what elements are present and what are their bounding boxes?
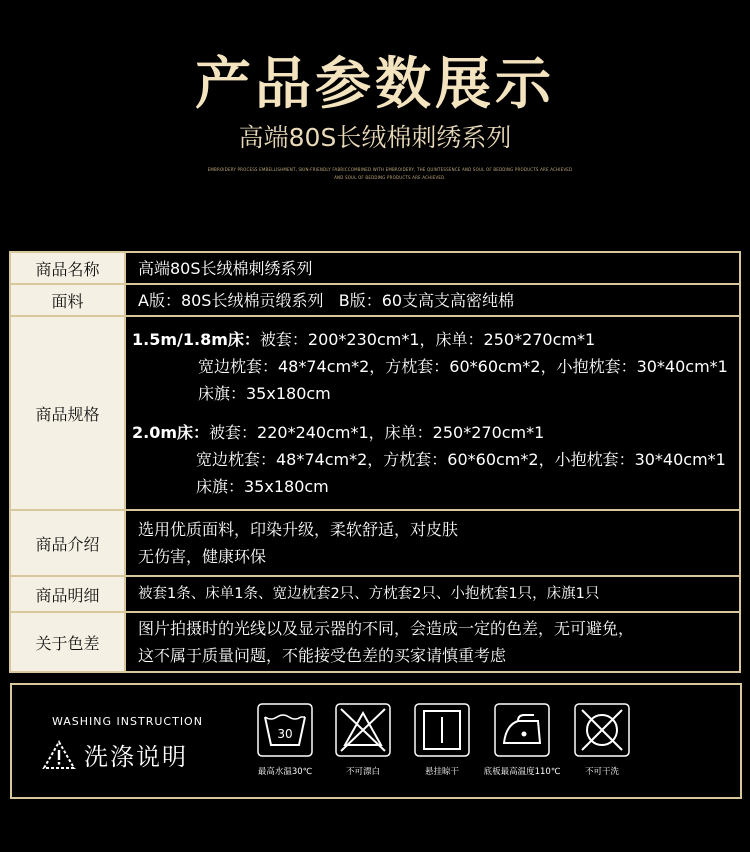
no-dry-clean-caption: 不可干洗 xyxy=(584,767,619,777)
detail-label: 商品明细 xyxy=(11,577,126,611)
row-detail xyxy=(11,577,739,613)
washing-title-en: WASHING INSTRUCTION xyxy=(52,715,203,728)
fabric-value: A版：80S长绒棉贡缎系列 B版：60支高支高密纯棉 xyxy=(138,290,515,310)
washing-title-cn: 洗涤说明 xyxy=(84,743,188,771)
intro-line2: 无伤害，健康环保 xyxy=(138,547,267,566)
product-name-value: 高端80S长绒棉刺绣系列 xyxy=(138,258,313,278)
color-diff-line2: 这不属于质量问题，不能接受色差的买家请慎重考虑 xyxy=(138,646,507,665)
size-b-line2: 宽边枕套：48*74cm*2，方枕套：60*60cm*2，小抱枕套：30*40cm*1 xyxy=(196,450,726,469)
color-diff-label: 关于色差 xyxy=(11,613,126,671)
hang-dry-icon xyxy=(414,703,470,757)
row-size xyxy=(11,317,739,511)
intro-line1: 选用优质面料，印染升级，柔软舒适，对皮肤 xyxy=(138,520,459,539)
tagline-line-2: AND SOUL OF BEDDING PRODUCTS ARE ACHIEVED. xyxy=(334,175,446,180)
fabric-label: 面料 xyxy=(11,285,126,315)
size-b-line3: 床旗：35x180cm xyxy=(196,477,329,496)
color-diff-line1: 图片拍摄时的光线以及显示器的不同，会造成一定的色差，无可避免， xyxy=(138,619,635,638)
no-bleach-icon xyxy=(335,703,391,757)
wash-30-icon xyxy=(257,703,313,757)
row-color-diff xyxy=(11,613,739,671)
hang-dry-caption: 悬挂晾干 xyxy=(424,767,459,777)
size-label: 商品规格 xyxy=(11,317,126,509)
washing-instruction-panel xyxy=(10,683,742,799)
tagline-line-1: EMBROIDERY PROCESS EMBELLISHMENT, SKIN-FRIENDLY FABRICCOMBINED WITH EMBROIDERY, THE QUINTESSENCE AND SOUL OF BEDDING PRODUCTS ARE ACHIEVED xyxy=(207,167,573,172)
spec-table xyxy=(9,251,741,673)
size-b-line1: 被套：220*240cm*1，床单：250*270cm*1 xyxy=(209,423,545,442)
row-fabric xyxy=(11,285,739,317)
size-a-line2: 宽边枕套：48*74cm*2，方枕套：60*60cm*2，小抱枕套：30*40cm*1 xyxy=(198,357,728,376)
size-block-b xyxy=(132,419,739,500)
wash-30-caption: 最高水温30℃ xyxy=(257,767,313,777)
size-a-line3: 床旗：35x180cm xyxy=(198,384,331,403)
no-bleach-caption: 不可漂白 xyxy=(345,767,380,777)
detail-value: 被套1条、床单1条、宽边枕套2只、方枕套2只、小抱枕套1只，床旗1只 xyxy=(138,585,600,602)
washing-title-row xyxy=(42,737,188,772)
row-intro xyxy=(11,511,739,577)
row-product-name xyxy=(11,253,739,285)
page-subtitle: 高端80S长绒棉刺绣系列 xyxy=(238,123,512,152)
intro-label: 商品介绍 xyxy=(11,511,126,575)
iron-110-caption: 底板最高温度110℃ xyxy=(483,767,561,777)
size-b-title: 2.0m床： xyxy=(132,423,210,442)
iron-110-icon xyxy=(494,703,550,757)
size-block-a xyxy=(132,326,739,407)
size-a-title: 1.5m/1.8m床： xyxy=(132,330,260,349)
page-title: 产品参数展示 xyxy=(195,52,555,117)
no-dry-clean-item xyxy=(572,703,632,777)
no-dry-clean-icon xyxy=(574,703,630,757)
warning-icon xyxy=(42,740,76,770)
product-name-label: 商品名称 xyxy=(11,253,126,283)
size-a-line1: 被套：200*230cm*1，床单：250*270cm*1 xyxy=(259,330,596,349)
wash-30-text: 30 xyxy=(277,727,293,741)
